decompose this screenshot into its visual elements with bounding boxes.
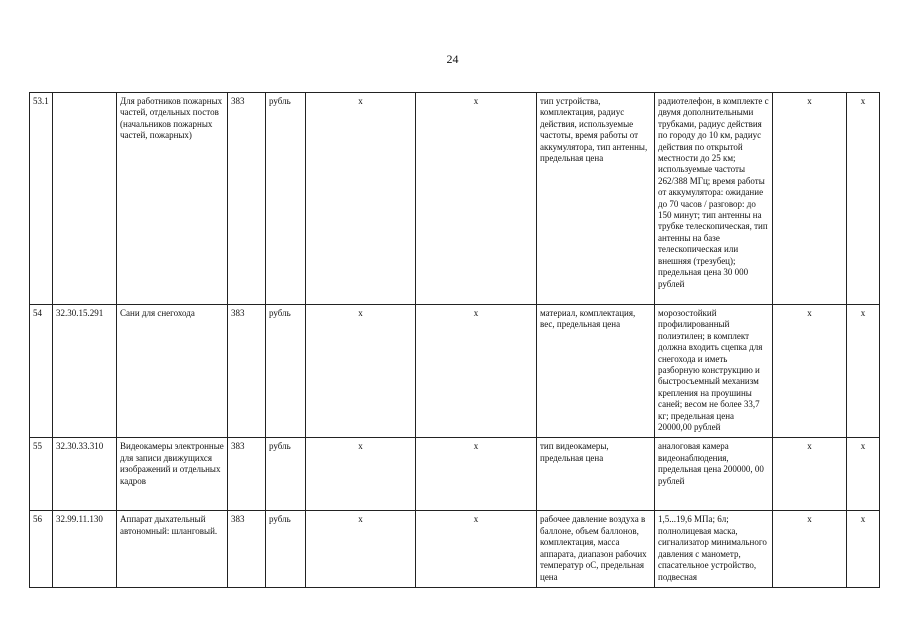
- characteristics: тип видеокамеры, предельная цена: [537, 438, 655, 511]
- item-name: Для работников пожарных частей, отдельных постов (начальников пожарных частей, пожарных): [117, 93, 228, 305]
- row-number: 53.1: [30, 93, 53, 305]
- okpd2-code: [53, 93, 117, 305]
- characteristics: тип устройства, комплектация, радиус действия, используемые частоты, время работы от аккумулятора, тип антенны, предельная цена: [537, 93, 655, 305]
- cell-x: x: [416, 93, 537, 305]
- cell-x: x: [416, 438, 537, 511]
- table-row: [30, 511, 880, 587]
- unit-name: рубль: [266, 93, 306, 305]
- cell-x: x: [773, 438, 847, 511]
- cell-x: x: [773, 511, 847, 587]
- cell-x: x: [306, 511, 416, 587]
- row-number: 54: [30, 305, 53, 438]
- unit-name: рубль: [266, 511, 306, 587]
- unit-name: рубль: [266, 438, 306, 511]
- cell-x: x: [847, 511, 880, 587]
- characteristics: материал, комплектация, вес, предельная цена: [537, 305, 655, 438]
- item-name: Сани для снегохода: [117, 305, 228, 438]
- cell-x: x: [847, 438, 880, 511]
- okei-code: 383: [228, 93, 266, 305]
- okei-code: 383: [228, 511, 266, 587]
- cell-x: x: [306, 438, 416, 511]
- table-row: [30, 438, 880, 511]
- row-number: 55: [30, 438, 53, 511]
- cell-x: x: [306, 305, 416, 438]
- cell-x: x: [306, 93, 416, 305]
- okpd2-code: 32.30.33.310: [53, 438, 117, 511]
- okpd2-code: 32.30.15.291: [53, 305, 117, 438]
- item-name: Видеокамеры электронные для записи движущихся изображений и отдельных кадров: [117, 438, 228, 511]
- table-row: [30, 93, 880, 305]
- item-name: Аппарат дыхательный автономный: шланговый.: [117, 511, 228, 587]
- characteristic-values: морозостойкий профилированный полиэтилен; в комплект должна входить сцепка для снегохода и иметь разборную конструкцию и быстросъемный механизм крепления на проушины саней; весом не более 33,7 кг; предельная цена 20000,00 рублей: [655, 305, 773, 438]
- cell-x: x: [416, 305, 537, 438]
- page-number: 24: [446, 52, 459, 66]
- table-row: [30, 305, 880, 438]
- characteristic-values: аналоговая камера видеонаблюдения, предельная цена 200000, 00 рублей: [655, 438, 773, 511]
- characteristics: рабочее давление воздуха в баллоне, объем баллонов, комплектация, масса аппарата, диапазон рабочих температур оС, предельная цена: [537, 511, 655, 587]
- okei-code: 383: [228, 438, 266, 511]
- cell-x: x: [847, 305, 880, 438]
- okei-code: 383: [228, 305, 266, 438]
- characteristic-values: радиотелефон, в комплекте с двумя дополнительными трубками, радиус действия по городу до 10 км, радиус действия по открытой местности до 25 км; используемые частоты 262/388 МГц; время работы от аккумулятора: ожидание до 70 часов / разговор: до 150 минут; тип антенны на трубке телескопическая, тип антенны на базе телескопическая или внешняя (трезубец); предельная цена 30 000 рублей: [655, 93, 773, 305]
- okpd2-code: 32.99.11.130: [53, 511, 117, 587]
- unit-name: рубль: [266, 305, 306, 438]
- cell-x: x: [416, 511, 537, 587]
- row-number: 56: [30, 511, 53, 587]
- specification-table: [29, 92, 880, 588]
- cell-x: x: [847, 93, 880, 305]
- cell-x: x: [773, 93, 847, 305]
- characteristic-values: 1,5...19,6 МПа; 6л; полнолицевая маска, сигнализатор минимального давления с манометр, спасательное устройство, подвесная: [655, 511, 773, 587]
- cell-x: x: [773, 305, 847, 438]
